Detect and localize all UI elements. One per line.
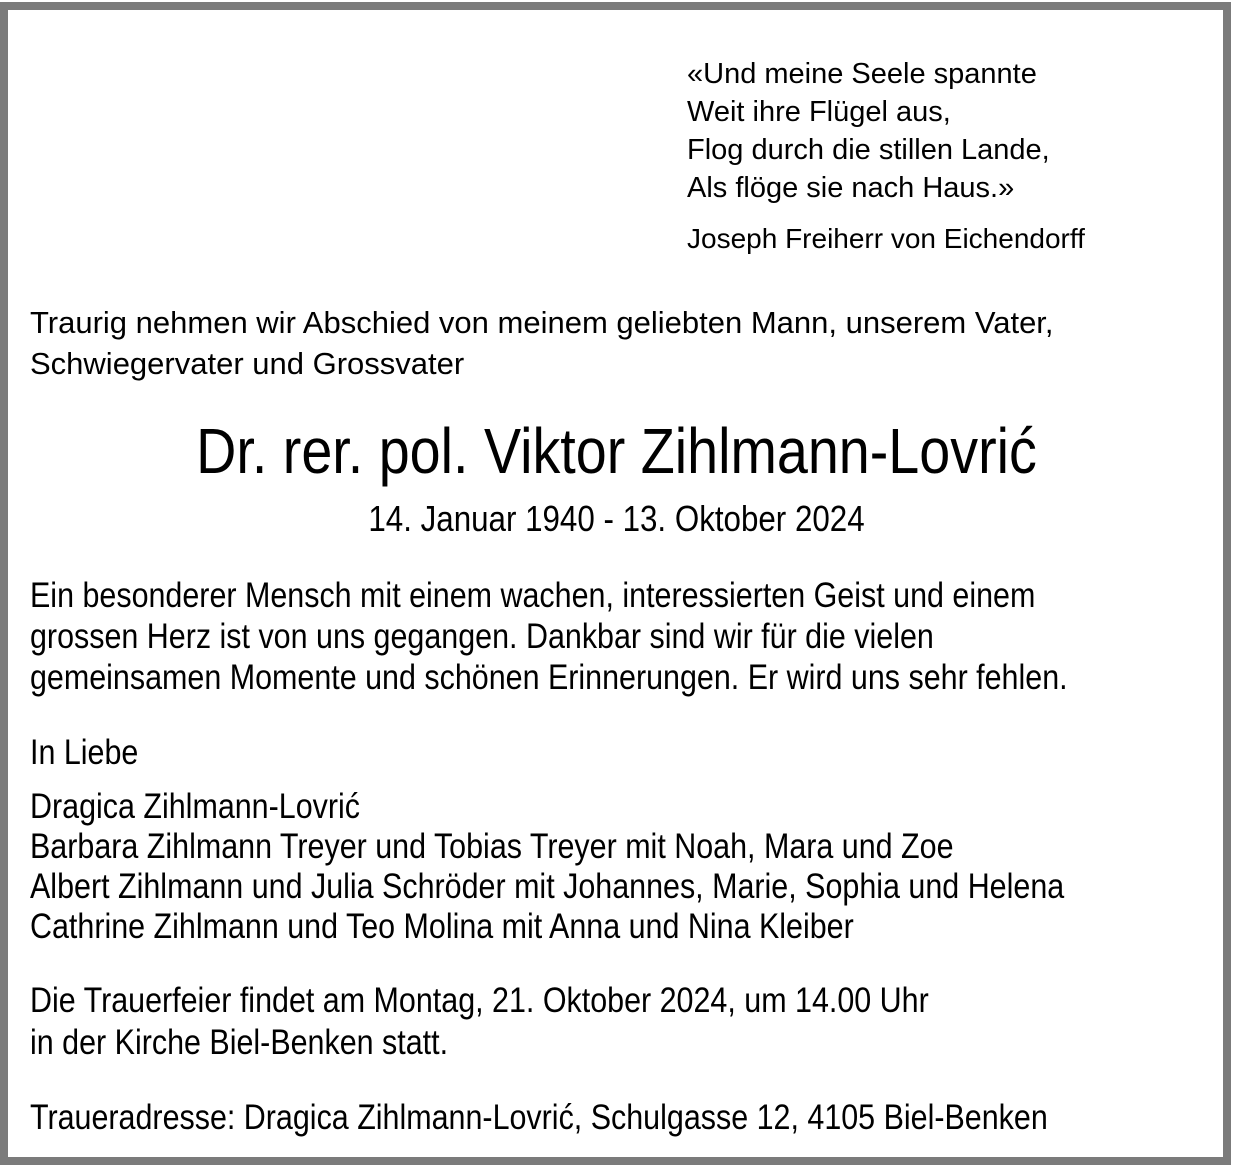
poem-attribution: Joseph Freiherr von Eichendorff bbox=[687, 223, 1085, 254]
deceased-life-dates: 14. Januar 1940 - 13. Oktober 2024 bbox=[368, 498, 865, 539]
intro-text bbox=[30, 302, 1054, 384]
intro-line: Traurig nehmen wir Abschied von meinem geliebten Mann, unserem Vater, bbox=[30, 305, 1054, 340]
tribute-line: grossen Herz ist von uns gegangen. Dankbar sind wir für die vielen bbox=[30, 617, 934, 656]
family-line: Barbara Zihlmann Treyer und Tobias Treyer mit Noah, Mara und Zoe bbox=[30, 827, 954, 866]
family-line: Cathrine Zihlmann und Teo Molina mit Anna und Nina Kleiber bbox=[30, 907, 854, 946]
intro-line: Schwiegervater und Grossvater bbox=[30, 346, 465, 381]
poem-line: Flog durch die stillen Lande, bbox=[687, 134, 1050, 166]
poem-line: «Und meine Seele spannte bbox=[687, 58, 1037, 90]
family-line: Dragica Zihlmann-Lovrić bbox=[30, 787, 360, 826]
family-line: Albert Zihlmann und Julia Schröder mit Johannes, Marie, Sophia und Helena bbox=[30, 867, 1065, 906]
service-line: Die Trauerfeier findet am Montag, 21. Oktober 2024, um 14.00 Uhr bbox=[30, 981, 929, 1020]
funeral-service-info bbox=[30, 980, 929, 1064]
deceased-name-heading: Dr. rer. pol. Viktor Zihlmann-Lovrić bbox=[196, 415, 1037, 487]
poem-line: Weit ihre Flügel aus, bbox=[687, 96, 951, 128]
condolence-address: Traueradresse: Dragica Zihlmann-Lovrić, Schulgasse 12, 4105 Biel-Benken bbox=[30, 1098, 1048, 1137]
tribute-paragraph bbox=[30, 575, 1068, 698]
service-line: in der Kirche Biel-Benken statt. bbox=[30, 1023, 449, 1062]
closing-phrase: In Liebe bbox=[30, 733, 139, 772]
tribute-line: Ein besonderer Mensch mit einem wachen, interessierten Geist und einem bbox=[30, 576, 1036, 615]
family-names bbox=[30, 787, 1064, 947]
poem-line: Als flöge sie nach Haus.» bbox=[687, 172, 1015, 204]
poem-quote bbox=[687, 55, 1050, 207]
tribute-line: gemeinsamen Momente und schönen Erinnerungen. Er wird uns sehr fehlen. bbox=[30, 658, 1068, 697]
